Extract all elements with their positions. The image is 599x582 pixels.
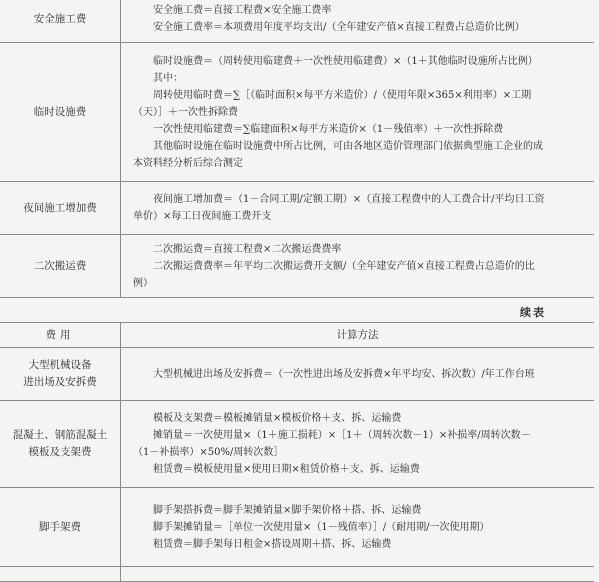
formula-line: 摊销量＝一次使用量×（1＋施工损耗）×［1＋（周转次数－1）×补损率/周转次数－ [153,430,531,441]
table-row [0,0,594,43]
row-formula-scaffolding [121,488,595,567]
row-name-empty [0,567,121,582]
row-name-line: 脚手架费 [39,520,81,533]
row-formula-empty [121,567,595,582]
formula-line: 安全施工费＝直接工程费×安全施工费率 [153,5,332,16]
table-row [0,488,594,567]
formula-line: 其他临时设施在临时设施费中所占比例，可由各地区造价管理部门依据典型施工企业的成 [153,140,543,152]
row-name-line: 进出场及安拆费 [23,376,97,388]
row-name-temporary: 临时设施费 [0,43,121,182]
fee-table-continued [0,322,594,582]
row-name-scaffolding [0,488,121,567]
row-formula-night [121,182,595,235]
table-row [0,182,594,235]
table-row [0,43,594,182]
continued-table-label: 续表 [520,306,546,319]
formula-line: 例） [133,277,153,289]
formula-line: 周转使用临时费＝∑［（临时面积×每平方米造价）/（使用年限×365×利用率）×工期 [153,89,532,101]
formula-line: 租赁费＝模板使用量×使用日期×租赁价格＋支、拆、运输费 [153,464,420,475]
table-row [0,401,594,488]
formula-line: 脚手架摊销量＝［单位一次使用量×（1－残值率）］/（耐用期/一次使用期） [153,521,490,533]
row-formula-secondary-transport [121,235,595,298]
header-fee: 费用 [0,323,121,348]
row-formula-safety [121,0,595,43]
row-name-safety: 安全施工费 [0,0,121,43]
row-name-night: 夜间施工增加费 [0,182,121,235]
table-row-partial [0,567,594,582]
row-formula-formwork [121,401,595,488]
formula-line: 租赁费＝脚手架每日租金×搭设周期＋搭、拆、运输费 [153,538,392,550]
header-method: 计算方法 [121,323,595,348]
table-row [0,235,594,298]
row-name-secondary-transport: 二次搬运费 [0,235,121,298]
formula-line: 临时设施费＝（周转使用临建费＋一次性使用临建费）×（1＋其他临时设施所占比例） [153,55,538,67]
row-formula-temporary [121,43,595,182]
table-header-row [0,323,594,348]
formula-line: 大型机械进出场及安拆费＝（一次性进出场及安拆费×年平均安、拆次数）/年工作台班 [153,368,535,380]
formula-line: 安全施工费率＝本项费用年度平均支出/（全年建安产值×直接工程费占总造价比例） [153,22,525,33]
formula-line: 本资料经分析后综合测定 [133,157,243,169]
formula-line: 其中： [153,72,183,84]
row-name-large-machinery [0,348,121,401]
formula-line: （天）］＋一次性拆除费 [133,106,238,118]
formula-line: 二次搬运费费率＝年平均二次搬运费开支额/（全年建安产值×直接工程费占总造价的比 [153,260,535,272]
formula-line: 夜间施工增加费＝（1－合同工期/定额工期）×（直接工程费中的人工费合计/平均日工资 [153,194,545,205]
row-name-line: 混凝土、钢筋混凝土 [12,429,108,441]
table-row [0,348,594,401]
row-name-formwork [0,401,121,488]
formula-line: （1－补损率）×50%/周转次数］ [133,447,284,458]
row-formula-large-machinery [121,348,595,401]
row-name-line: 大型机械设备 [28,359,92,371]
formula-line: 一次性使用临建费＝∑临建面积×每平方米造价×（1－残值率）＋一次性拆除费 [153,123,504,135]
formula-line: 单价）×每工日夜间施工费开支 [133,211,272,222]
formula-line: 脚手架搭拆费＝脚手架摊销量×脚手架价格＋搭、拆、运输费 [153,504,422,516]
row-name-line: 模板及支架费 [28,446,92,458]
formula-line: 模板及支架费＝模板摊销量×模板价格＋支、拆、运输费 [153,413,402,424]
formula-line: 二次搬运费＝直接工程费×二次搬运费费率 [153,243,342,255]
